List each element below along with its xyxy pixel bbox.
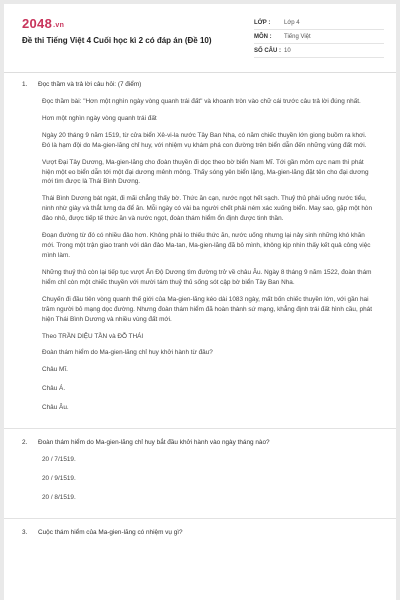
instruction: Đọc thầm bài: "Hơn một nghìn ngày vòng quanh trái đất" và khoanh tròn vào chữ cái trước câu trả lời đúng nhất. — [42, 97, 361, 105]
passage-paragraph: Đoạn đường từ đó có nhiều đảo hơn. Không phải lo thiếu thức ăn, nước uống nhưng lại nảy sinh những khó khăn mới. Trong một trận giao tranh với dân đảo Ma-tan, Ma-gien-lăng đã bỏ mình, không kịp nhìn thấy kết quả công việc mình làm. — [42, 232, 371, 259]
page-title: Đề thi Tiếng Việt 4 Cuối học kì 2 có đáp án (Đề 10) — [22, 36, 212, 45]
question-2 — [4, 438, 396, 448]
question-divider — [4, 428, 396, 429]
site-logo[interactable] — [22, 16, 64, 31]
question-text: Đoàn thám hiểm do Ma-gien-lăng chỉ huy bắt đầu khởi hành vào ngày tháng nào? — [38, 439, 270, 447]
passage-paragraph: Thái Bình Dương bát ngát, đi mãi chẳng thấy bờ. Thức ăn cạn, nước ngọt hết sạch. Thuỷ thủ phải uống nước tiểu, ninh nhừ giày và thắt lưng da để ăn. Mỗi ngày có vài ba người chết phải ném xác xuống biển. May sao, gặp một hòn đảo nhỏ, được tiếp tế thức ăn và nước ngọt, đoàn thám hiểm ổn định được tinh thần. — [42, 195, 373, 223]
info-key: SỐ CÂU : — [254, 47, 281, 54]
passage-title: Hơn một nghìn ngày vòng quanh trái đất — [42, 114, 157, 122]
info-key: LỚP : — [254, 19, 271, 26]
question-number: 2. — [22, 439, 28, 447]
question-text: Đọc thầm và trả lời câu hỏi: (7 điểm) — [38, 81, 142, 88]
answer-option[interactable]: Châu Mĩ. — [42, 366, 68, 374]
info-value: 10 — [284, 47, 291, 54]
info-row-subject — [254, 30, 384, 44]
question-3 — [4, 528, 396, 538]
passage-paragraph: Ngày 20 tháng 9 năm 1519, từ cửa biển Xê-vi-la nước Tây Ban Nha, có năm chiếc thuyền lớn giong buồm ra khơi. Đó là hạm đội do Ma-gien-lăng chỉ huy, với nhiệm vụ khám phá con đường trên biển dẫn đến những vùng đất mới. — [42, 131, 367, 149]
answer-option[interactable]: Châu Á. — [42, 385, 66, 393]
info-key: MÔN : — [254, 33, 272, 40]
question-1-body — [4, 97, 396, 422]
header-divider — [4, 72, 396, 73]
passage-paragraph: Vượt Đại Tây Dương, Ma-gien-lăng cho đoàn thuyền đi dọc theo bờ biển Nam Mĩ. Tới gần mỏm cực nam thì phát hiện một eo biển dẫn tới một đại dương mênh mông. Thấy sóng yên biển lặng, Ma-gien-lăng đặt tên cho đại dương mới tìm được là Thái Bình Dương. — [42, 158, 369, 186]
question-number: 1. — [22, 81, 28, 88]
question-text: Cuộc thám hiểm của Ma-gien-lăng có nhiệm vụ gì? — [38, 528, 183, 536]
answer-option[interactable]: 20 / 8/1519. — [42, 493, 76, 501]
logo-text: 2048 — [22, 16, 53, 31]
passage-paragraph: Chuyến đi đầu tiên vòng quanh thế giới của Ma-gien-lăng kéo dài 1083 ngày, mất bốn chiếc thuyền lớn, với gần hai trăm người bỏ mạng dọc đường. Nhưng đoàn thám hiểm đã hoàn thành sứ mạng, khẳng định trái đất hình cầu, phát hiện Thái Bình Dương và nhiều vùng đất mới. — [42, 295, 372, 323]
logo-suffix: .vn — [53, 22, 65, 29]
answer-options — [42, 455, 374, 512]
info-row-count — [254, 44, 384, 58]
question-1 — [4, 80, 396, 90]
exam-page — [4, 4, 396, 600]
answer-option[interactable]: Châu Âu. — [42, 404, 69, 412]
info-row-class — [254, 16, 384, 30]
question-divider — [4, 518, 396, 519]
passage-paragraph: Những thuỷ thủ còn lại tiếp tục vượt Ấn Độ Dương tìm đường trở về châu Âu. Ngày 8 tháng 9 năm 1522, đoàn thám hiểm chỉ còn một chiếc thuyền với mười tám thuỷ thủ sống sót cập bờ biển Tây Ban Nha. — [42, 268, 372, 286]
info-value: Lớp 4 — [284, 19, 300, 26]
answer-option[interactable]: 20 / 7/1519. — [42, 456, 76, 464]
answer-options — [42, 365, 374, 422]
exam-info-table — [254, 16, 384, 58]
answer-option[interactable]: 20 / 9/1519. — [42, 474, 76, 482]
sub-question: Đoàn thám hiểm do Ma-gien-lăng chỉ huy khởi hành từ đâu? — [42, 349, 213, 357]
info-value: Tiếng Việt — [284, 33, 311, 40]
exam-header — [4, 4, 396, 66]
exam-content — [4, 80, 396, 538]
question-number: 3. — [22, 528, 28, 536]
passage-source: Theo TRẦN DIỆU TẦN và ĐỖ THÁI — [42, 332, 144, 340]
question-2-body — [4, 455, 396, 512]
